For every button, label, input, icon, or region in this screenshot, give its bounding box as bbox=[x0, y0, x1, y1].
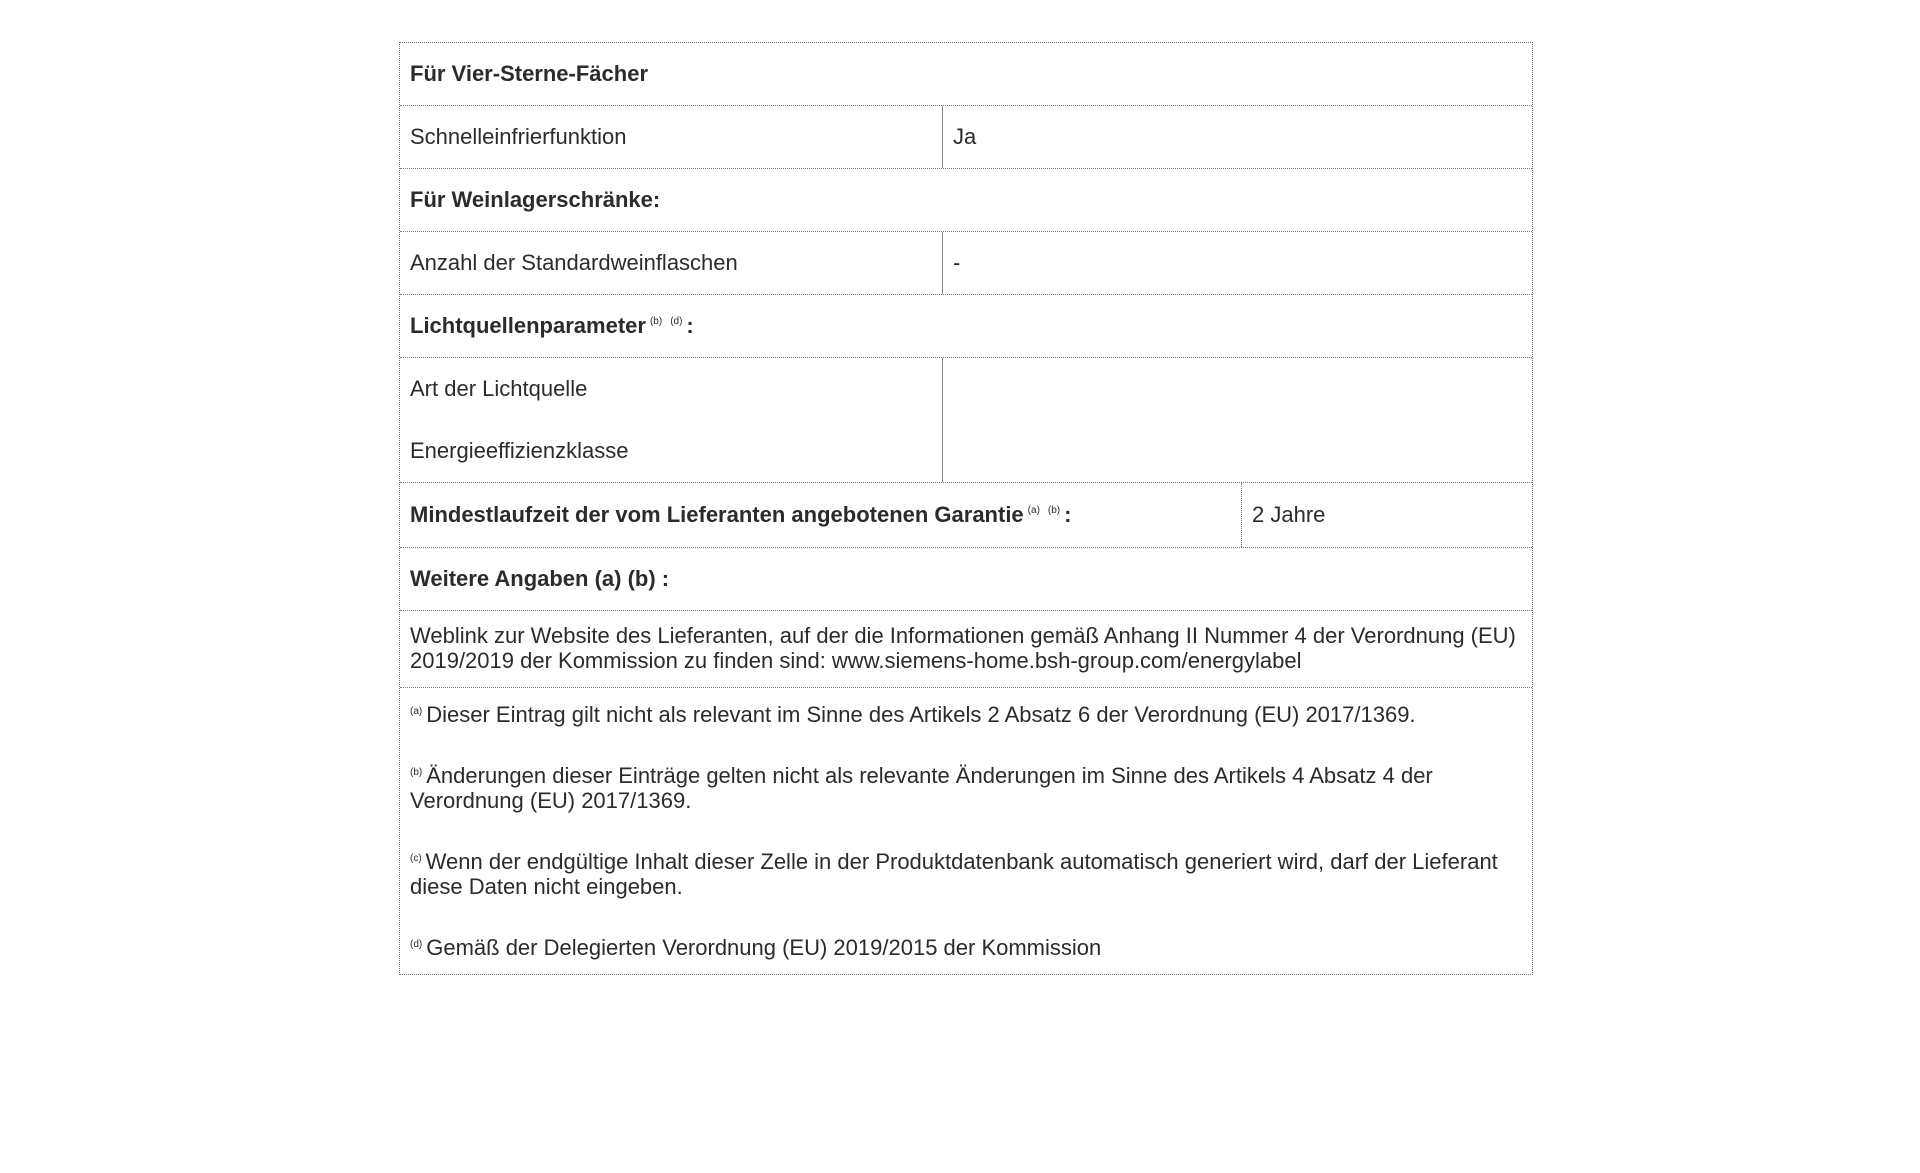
weblink-text: Weblink zur Website des Lieferanten, auf der die Informationen gemäß Anhang II Nummer 4 der Verordnung (EU) 2019/2019 der Kommission zu finden sind: www.siemens-home.bsh-group.com/energylabel bbox=[410, 623, 1516, 673]
footnote-a bbox=[410, 702, 1522, 727]
wine-bottles-row bbox=[400, 232, 1532, 295]
light-heading-footnote-b: (b) bbox=[649, 316, 663, 327]
footnote-a-text: Dieser Eintrag gilt nicht als relevant im Sinne des Artikels 2 Absatz 6 der Verordnung (EU) 2017/1369. bbox=[426, 702, 1416, 727]
light-params-values bbox=[943, 358, 1532, 482]
weblink-row bbox=[400, 611, 1532, 688]
wine-heading: Für Weinlagerschränke: bbox=[410, 187, 661, 212]
four-star-heading: Für Vier-Sterne-Fächer bbox=[410, 61, 649, 86]
footnotes-block bbox=[400, 688, 1532, 974]
footnote-d-text: Gemäß der Delegierten Verordnung (EU) 2019/2015 der Kommission bbox=[426, 935, 1102, 960]
light-heading-text: Lichtquellenparameter bbox=[410, 313, 646, 338]
wine-bottles-label: Anzahl der Standardweinflaschen bbox=[400, 232, 943, 294]
wine-bottles-value: - bbox=[953, 250, 961, 275]
footnote-b-text: Änderungen dieser Einträge gelten nicht als relevante Änderungen im Sinne des Artikels 4 Absatz 4 der Verordnung (EU) 2017/1369. bbox=[410, 763, 1433, 813]
footnote-d bbox=[410, 935, 1522, 960]
quick-freeze-value: Ja bbox=[953, 124, 977, 149]
footnote-c bbox=[410, 849, 1522, 899]
light-heading bbox=[400, 295, 1532, 357]
four-star-heading-row bbox=[400, 43, 1532, 106]
guarantee-colon: : bbox=[1064, 502, 1072, 527]
footnote-c-text: Wenn der endgültige Inhalt dieser Zelle in der Produktdatenbank automatisch generiert wird, darf der Lieferant diese Daten nicht eingeben. bbox=[410, 849, 1498, 899]
guarantee-label-text: Mindestlaufzeit der vom Lieferanten angebotenen Garantie bbox=[410, 502, 1024, 527]
energy-class-label: Energieeffizienzklasse bbox=[410, 438, 629, 463]
wine-heading-row bbox=[400, 169, 1532, 232]
guarantee-footnote-a: (a) bbox=[1027, 505, 1040, 516]
quick-freeze-row bbox=[400, 106, 1532, 169]
guarantee-row bbox=[400, 483, 1532, 548]
light-type-label: Art der Lichtquelle bbox=[410, 376, 588, 401]
footnote-d-mark: (d) bbox=[410, 939, 423, 950]
quick-freeze-label: Schnelleinfrierfunktion bbox=[400, 106, 943, 168]
footnote-b-mark: (b) bbox=[410, 767, 423, 778]
footnote-c-mark: (c) bbox=[410, 853, 422, 864]
light-heading-colon: : bbox=[686, 313, 694, 338]
light-params-labels bbox=[400, 358, 943, 482]
light-heading-footnote-d: (d) bbox=[670, 316, 683, 327]
guarantee-value: 2 Jahre bbox=[1252, 502, 1326, 527]
guarantee-label bbox=[400, 483, 1242, 547]
light-heading-row bbox=[400, 295, 1532, 358]
footnote-b bbox=[410, 763, 1522, 813]
more-info-heading: Weitere Angaben (a) (b) : bbox=[410, 566, 670, 591]
product-info-table bbox=[399, 42, 1533, 975]
footnote-a-mark: (a) bbox=[410, 706, 423, 717]
light-params-row bbox=[400, 358, 1532, 483]
guarantee-footnote-b: (b) bbox=[1047, 505, 1061, 516]
more-info-heading-row bbox=[400, 548, 1532, 611]
